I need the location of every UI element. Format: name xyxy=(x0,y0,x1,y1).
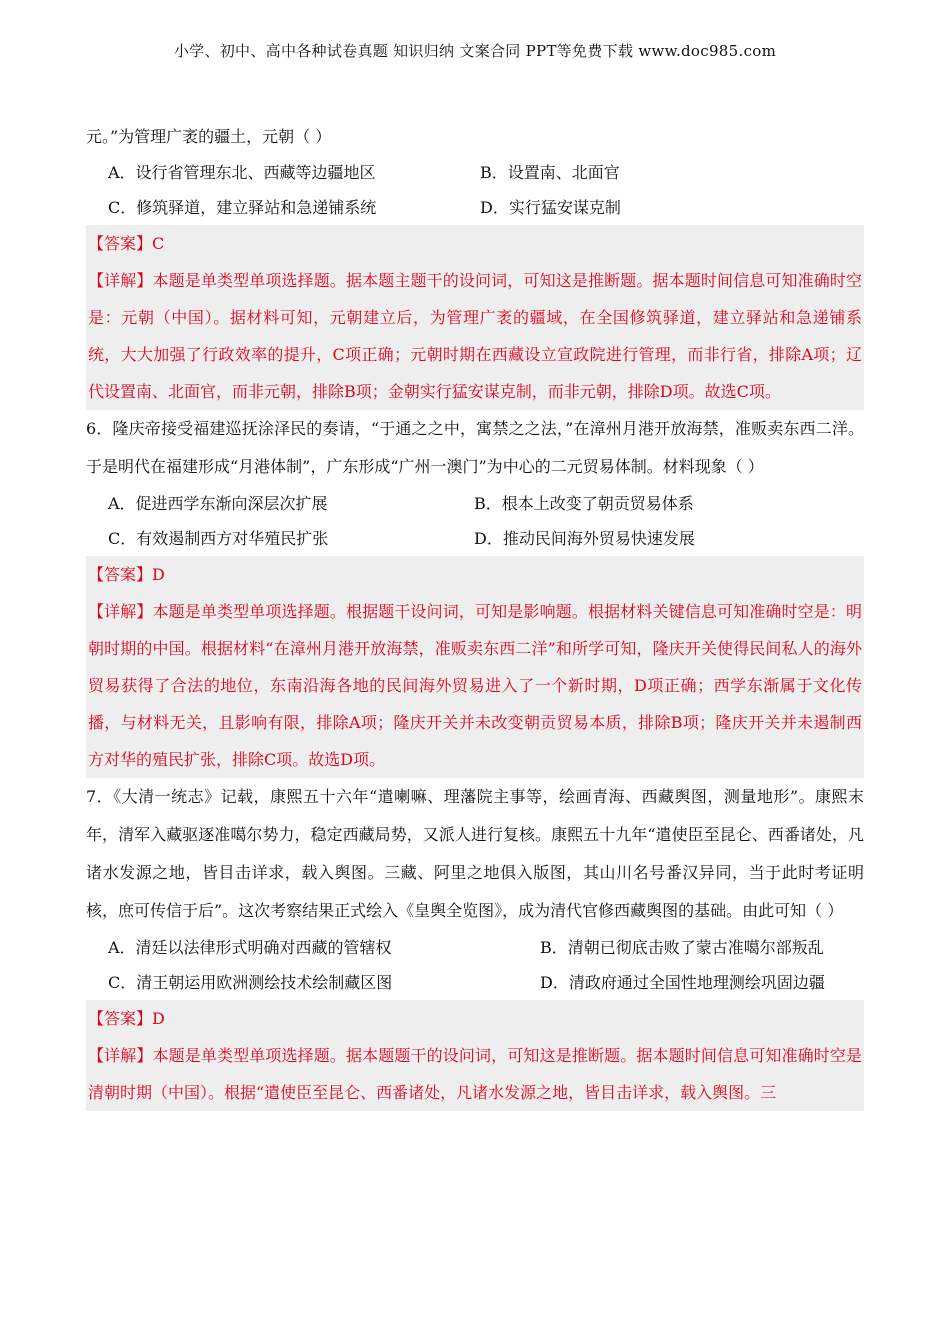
q5-detail-label: 【详解】 xyxy=(88,271,153,290)
q7-answer-label: 【答案】 xyxy=(88,1009,153,1028)
q6-answer-value: D xyxy=(152,565,165,584)
q6-detail-text: 本题是单类型单项选择题。根据题干设问词，可知是影响题。根据材料关键信息可知准确时空是：明朝时期的中国。根据材料“在漳州月港开放海禁，准贩卖东西二洋”和所学可知，隆庆开关使得民间私人的海外贸易获得了合法的地位，东南沿海各地的民间海外贸易进入了一个新时期，D项正确；西学东渐属于文化传播，与材料无关，且影响有限，排除A项；隆庆开关并未改变朝贡贸易本质，排除B项；隆庆开关并未遏制西方对华的殖民扩张，排除C项。故选D项。 xyxy=(88,602,862,769)
q7-answer xyxy=(88,1000,862,1037)
q5-option-d: D．实行猛安谋克制 xyxy=(480,198,621,217)
q5-answer-block xyxy=(86,225,864,410)
q6-option-b: B．根本上改变了朝贡贸易体系 xyxy=(474,494,694,513)
q7-options xyxy=(86,930,864,1000)
exam-content xyxy=(86,118,864,1111)
q5-answer-value: C xyxy=(152,234,165,253)
q6-option-c: C．有效遏制西方对华殖民扩张 xyxy=(108,529,329,548)
q7-detail-text: 本题是单类型单项选择题。据本题题干的设问词，可知这是推断题。据本题时间信息可知准确时空是清朝时期（中国）。根据“遣使臣至昆仑、西番诸处，凡诸水发源之地，皆目击详求，载入舆图。三 xyxy=(88,1046,862,1102)
q6-options xyxy=(86,486,864,556)
q6-detail xyxy=(88,593,862,778)
q5-stem-tail: 元。”为管理广袤的疆土，元朝（ ） xyxy=(86,127,332,146)
q7-option-c: C．清王朝运用欧洲测绘技术绘制藏区图 xyxy=(108,973,393,992)
q5-option-b: B．设置南、北面官 xyxy=(480,163,620,182)
q5-detail-text: 本题是单类型单项选择题。据本题主题干的设问词，可知这是推断题。据本题时间信息可知准确时空是：元朝（中国）。据材料可知，元朝建立后，为管理广袤的疆域，在全国修筑驿道，建立驿站和急递铺系统，大大加强了行政效率的提升，C项正确；元朝时期在西藏设立宣政院进行管理，而非行省，排除A项；辽代设置南、北面官，而非元朝，排除B项；金朝实行猛安谋克制，而非元朝，排除D项。故选C项。 xyxy=(88,271,862,401)
q7-detail xyxy=(88,1037,862,1111)
q5-answer-label: 【答案】 xyxy=(88,234,153,253)
q6-option-d: D．推动民间海外贸易快速发展 xyxy=(474,529,695,548)
q6-answer-block xyxy=(86,556,864,778)
q7-option-a: A．清廷以法律形式明确对西藏的管辖权 xyxy=(108,938,392,957)
q6-option-a: A．促进西学东渐向深层次扩展 xyxy=(108,494,328,513)
q5-option-a: A．设行省管理东北、西藏等边疆地区 xyxy=(108,163,376,182)
q5-detail xyxy=(88,262,862,410)
q6-answer xyxy=(88,556,862,593)
q5-option-c: C．修筑驿道，建立驿站和急递铺系统 xyxy=(108,198,377,217)
q5-options xyxy=(86,155,864,225)
q7-option-b: B．清朝已彻底击败了蒙古准噶尔部叛乱 xyxy=(540,938,824,957)
q7-answer-block xyxy=(86,1000,864,1111)
q6-answer-label: 【答案】 xyxy=(88,565,153,584)
q7-option-d: D．清政府通过全国性地理测绘巩固边疆 xyxy=(540,973,825,992)
q7-answer-value: D xyxy=(152,1009,165,1028)
q6-stem: 6．隆庆帝接受福建巡抚涂泽民的奏请，“于通之之中，寓禁之之法，”在漳州月港开放海禁，准贩卖东西二洋。于是明代在福建形成“月港体制”，广东形成“广州一澳门”为中心的二元贸易体制。材料现象（ ） xyxy=(86,419,864,476)
q6-detail-label: 【详解】 xyxy=(88,602,153,621)
q7-detail-label: 【详解】 xyxy=(88,1046,153,1065)
q7-stem: 7．《大清一统志》记载，康熙五十六年“遣喇嘛、理藩院主事等，绘画青海、西藏舆图，测量地形”。康熙末年，清军入藏驱逐准噶尔势力，稳定西藏局势，又派人进行复核。康熙五十九年“遣使臣至昆仑、西番诸处，凡诸水发源之地，皆目击详求，载入舆图。三藏、阿里之地俱入版图，其山川名号番汉异同，当于此时考证明核，庶可传信于后”。这次考察结果正式绘入《皇舆全览图》，成为清代官修西藏舆图的基础。由此可知（ ） xyxy=(86,787,864,920)
q5-answer xyxy=(88,225,862,262)
page-header: 小学、初中、高中各种试卷真题 知识归纳 文案合同 PPT等免费下载 www.doc985.com xyxy=(173,42,777,60)
